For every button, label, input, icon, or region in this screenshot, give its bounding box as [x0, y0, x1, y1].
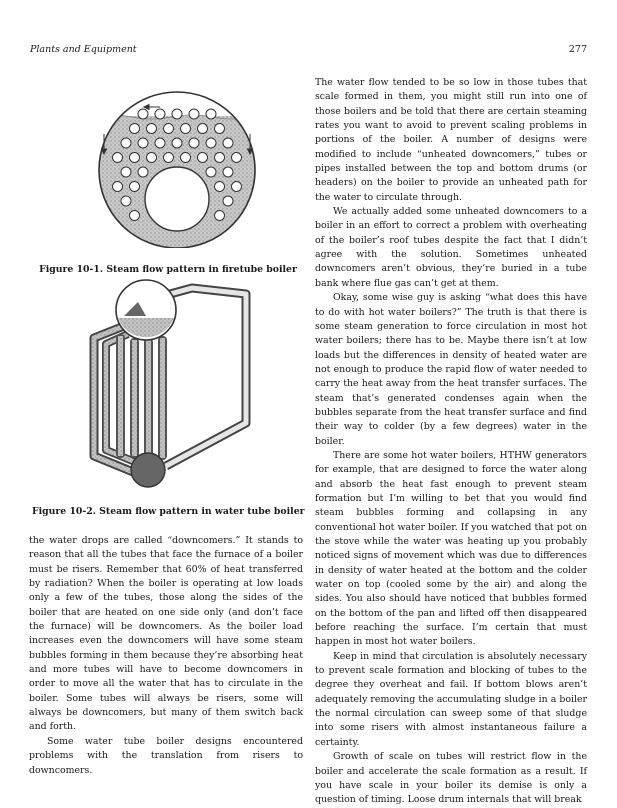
- fire-tube: [155, 138, 165, 148]
- fire-tube: [223, 138, 233, 148]
- paragraph: Growth of scale on tubes will restrict flow in the boiler and accelerate the scale formation as a result. If you have scale in your boiler its demise is only a question of timing. Loose drum internals that will break: [315, 751, 587, 806]
- figure-1-caption: Figure 10-1. Steam flow pattern in firetube boiler: [39, 264, 297, 275]
- fire-tube: [147, 124, 157, 134]
- paragraph: The water flow tended to be so low in those tubes that scale formed in them, you might still run into one of those boilers and be told that there are certain steaming rates you want to avoid to prevent scaling problems in portions of the boiler. A number of designs were modified to include “unheated downcomers,” tubes or pipes installed between the top and bottom drums (or headers) on the boiler to provide an unheated path for the water to circulate through.: [315, 77, 587, 203]
- fire-tube: [164, 153, 174, 163]
- fire-tube: [172, 109, 182, 119]
- fire-tube: [164, 124, 174, 134]
- riser-tubes: [116, 334, 167, 460]
- fire-tube: [121, 196, 131, 206]
- fire-tube: [206, 167, 216, 177]
- furnace-opening: [145, 167, 209, 231]
- fire-tube: [147, 153, 157, 163]
- fire-tube: [181, 153, 191, 163]
- fire-tube: [189, 109, 199, 119]
- paragraph: the water drops are called “downcomers.” It stands to reason that all the tubes that face the furnace of a boiler must be risers. Remember that 60% of heat transferred by radiation? When the boiler is operating at low loads only a few of the tubes, those along the sides of the boiler that are heated on one side only (and don’t face the furnace) will be downcomers. As the boiler load increases even the downcomers will have some steam bubbles forming in them because they’re absorbing heat and more tubes will have to become downcomers in order to move all the water that has to circulate in the boiler. Some tubes will always be risers, some will always be downcomers, but many of them switch back and forth.: [29, 535, 303, 733]
- paragraph: Some water tube boiler designs encountered problems with the translation from risers to downcomers.: [29, 735, 303, 776]
- fire-tube: [215, 182, 225, 192]
- fire-tube: [172, 138, 182, 148]
- fire-tube: [113, 153, 123, 163]
- fire-tube: [198, 124, 208, 134]
- running-title: Plants and Equipment: [30, 44, 137, 55]
- figure-2-caption: Figure 10-2. Steam flow pattern in water tube boiler: [32, 506, 305, 517]
- fire-tube: [189, 138, 199, 148]
- fire-tube: [232, 153, 242, 163]
- fire-tube: [232, 182, 242, 192]
- paragraph: We actually added some unheated downcomers to a boiler in an effort to correct a problem with overheating of the boiler’s roof tubes despite the fact that I didn’t agree with the solution. Sometimes unheated downcomers aren’t obvious, they’re buried in a tube bank where flue gas can’t get at them.: [315, 206, 587, 289]
- right-column-text: [315, 76, 587, 808]
- fire-tube: [130, 124, 140, 134]
- firetube-diagram: [82, 84, 272, 248]
- page-number: 277: [568, 44, 587, 55]
- fire-tube: [155, 109, 165, 119]
- fire-tube: [223, 196, 233, 206]
- fire-tube: [138, 138, 148, 148]
- fire-tube: [130, 211, 140, 221]
- fire-tube: [206, 109, 216, 119]
- watertube-diagram: [80, 278, 280, 498]
- paragraph: There are some hot water boilers, HTHW generators for example, that are designed to force the water along and absorb the heat fast enough to prevent steam formation but I’m willing to bet that you would find steam bubbles forming and collapsing in any conventional hot water boiler. If you watched that pot on the stove while the water was heating up you probably noticed signs of movement which was due to differences in density of water heated at the bottom and the colder water on top (cooled some by the air) and along the sides. You also should have noticed that bubbles formed on the bottom of the pan and lifted off then disappeared before reaching the surface. I’m certain that must happen in most hot water boilers.: [315, 449, 587, 648]
- fire-tube: [223, 167, 233, 177]
- fire-tube: [215, 153, 225, 163]
- fire-tube: [206, 138, 216, 148]
- fire-tube: [215, 124, 225, 134]
- fire-tube: [138, 167, 148, 177]
- paragraph: Keep in mind that circulation is absolutely necessary to prevent scale formation and blocking of tubes to the degree they overheat and fail. If bottom blows aren’t adequately removing the accumulating sludge in a boiler the normal circulation can sweep some of that sludge into some risers with almost instantaneous failure a certainty.: [315, 650, 587, 748]
- fire-tube: [198, 153, 208, 163]
- fire-tube: [181, 124, 191, 134]
- fire-tube: [215, 211, 225, 221]
- left-column-text: [29, 534, 303, 778]
- mud-drum: [131, 453, 165, 487]
- fire-tube: [121, 138, 131, 148]
- fire-tube: [113, 182, 123, 192]
- fire-tube: [130, 182, 140, 192]
- paragraph: Okay, some wise guy is asking “what does this have to do with hot water boilers?” The truth is that there is some steam generation to force circulation in most hot water boilers; there has to be. Maybe there isn’t at low loads but the differences in density of heated water are not enough to produce the rapid flow of water needed to carry the heat away from the heat transfer surfaces. The steam that’s generated condenses again when the bubbles separate from the heat transfer surface and find their way to colder (by a few degrees) water in the boiler.: [315, 292, 587, 447]
- fire-tube: [121, 167, 131, 177]
- figure-watertube-boiler: [80, 278, 280, 498]
- figure-firetube-boiler: [82, 84, 272, 248]
- fire-tube: [138, 109, 148, 119]
- running-head: [30, 44, 587, 58]
- fire-tube: [130, 153, 140, 163]
